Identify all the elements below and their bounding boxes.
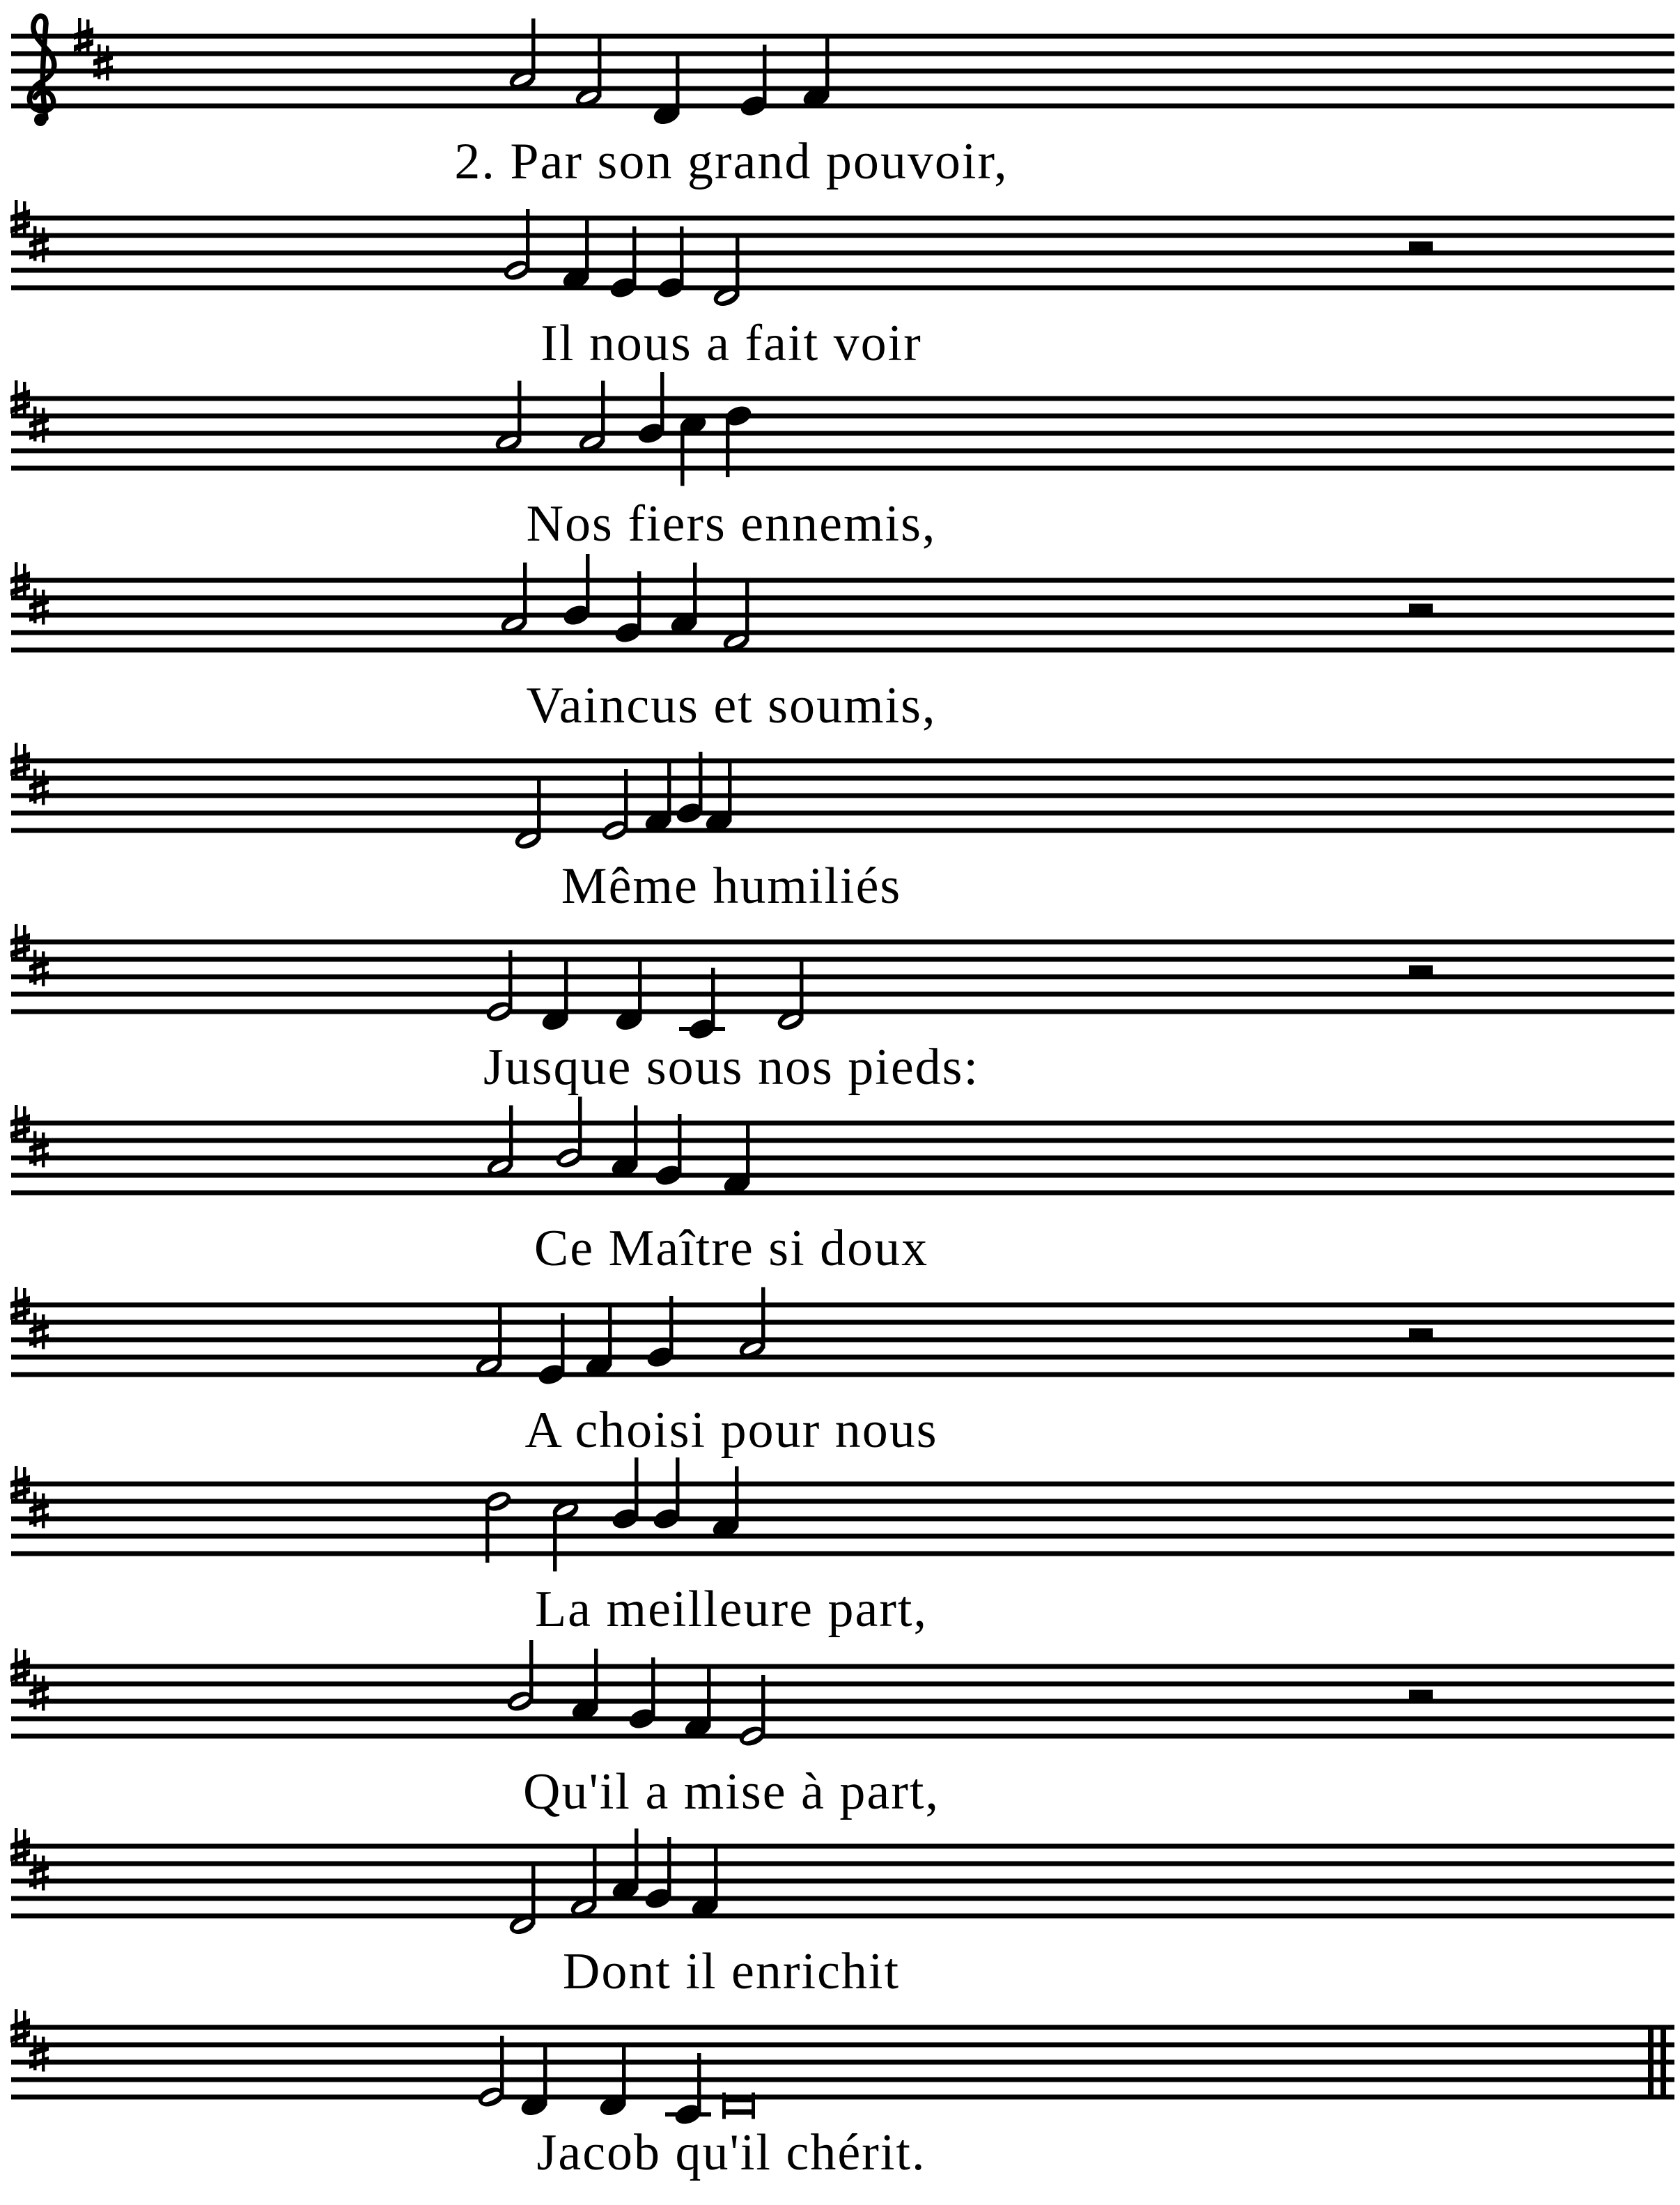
staff-line: [11, 431, 1674, 436]
note-stem: [635, 1829, 639, 1890]
lyric-line: Nos fiers ennemis,: [526, 495, 937, 552]
note-stem: [601, 381, 605, 442]
staff-line: [11, 794, 1674, 798]
staff-line: [11, 648, 1674, 653]
sharp-icon: [23, 1467, 26, 1502]
staff-line: [11, 1844, 1674, 1849]
staff-line: [11, 992, 1674, 997]
note-stem: [523, 563, 527, 624]
treble-clef-icon: [34, 114, 47, 126]
breve-note: [726, 2097, 752, 2103]
note-stem: [622, 2045, 626, 2106]
staff-line: [11, 1121, 1674, 1126]
staff-line: [11, 251, 1674, 256]
note-stem: [714, 1846, 718, 1908]
sharp-icon: [42, 1133, 45, 1168]
sharp-icon: [42, 952, 45, 987]
staff-line: [11, 1173, 1674, 1178]
staff-line: [11, 233, 1674, 238]
note-stem: [825, 36, 830, 98]
note-stem: [761, 1675, 765, 1736]
half-rest-icon: [1409, 966, 1433, 975]
lyric-line: Vaincus et soumis,: [526, 677, 937, 734]
lyric-line: Qu'il a mise à part,: [523, 1763, 940, 1820]
sharp-icon: [23, 2011, 26, 2045]
note-stem: [509, 1106, 513, 1167]
staff-line: [11, 1156, 1674, 1161]
staff-line: [11, 1482, 1674, 1487]
staff-line: [11, 2095, 1674, 2100]
note-stem: [746, 1123, 750, 1184]
note-stem: [726, 416, 730, 477]
note-stem: [745, 580, 749, 642]
note-stem: [735, 1467, 739, 1528]
staff-line: [11, 776, 1674, 781]
lyric-line: 2. Par son grand pouvoir,: [454, 133, 1009, 190]
sharp-icon: [29, 790, 49, 803]
note-stem: [624, 769, 628, 830]
sharp-icon: [23, 925, 26, 960]
final-barline: [1648, 2025, 1654, 2100]
staff-line: [11, 396, 1674, 401]
note-stem: [585, 218, 589, 279]
note-stem: [680, 226, 684, 288]
note-stem: [500, 2036, 504, 2097]
staff-line: [11, 1009, 1674, 1014]
note-stem: [676, 1457, 680, 1519]
sharp-icon: [42, 2037, 45, 2072]
sharp-icon: [23, 1288, 26, 1323]
sharp-icon: [23, 744, 26, 779]
staff-line: [11, 957, 1674, 962]
sharp-icon: [93, 65, 113, 78]
note-stem: [667, 761, 671, 822]
half-rest-icon: [1409, 242, 1433, 251]
staff-line: [11, 613, 1674, 618]
sharp-icon: [29, 610, 49, 622]
sharp-icon: [42, 1856, 45, 1891]
sharp-icon: [42, 771, 45, 805]
staff-line: [11, 1372, 1674, 1377]
staff-line: [11, 630, 1674, 635]
sharp-icon: [42, 228, 45, 263]
sharp-icon: [42, 1315, 45, 1349]
sharp-icon: [10, 401, 30, 414]
staff-line: [11, 759, 1674, 764]
staff-line: [11, 1355, 1674, 1360]
staff-line: [11, 1499, 1674, 1504]
staff-line: [11, 1303, 1674, 1308]
staff-line: [11, 828, 1674, 833]
note-stem: [593, 1846, 597, 1908]
sharp-icon: [42, 408, 45, 443]
sharp-icon: [106, 46, 109, 81]
note-stem: [693, 563, 697, 624]
note-stem: [711, 968, 715, 1029]
note-stem: [707, 1666, 711, 1728]
breve-note: [752, 2093, 755, 2119]
note-stem: [608, 1305, 612, 1366]
sharp-icon: [23, 1829, 26, 1864]
staff-line: [11, 940, 1674, 945]
lyric-line: Ce Maître si doux: [534, 1220, 929, 1277]
note-stem: [598, 36, 602, 98]
staff-line: [11, 466, 1674, 471]
note-stem: [529, 1640, 534, 1701]
staff-line: [11, 34, 1674, 39]
staff-line: [11, 2060, 1674, 2065]
note-stem: [676, 54, 680, 115]
staff-line: [11, 1191, 1674, 1196]
note-stem: [634, 1106, 638, 1167]
note-stem: [651, 1657, 655, 1719]
sharp-icon: [10, 1669, 30, 1682]
note-stem: [728, 761, 732, 822]
staff-line: [11, 449, 1674, 454]
note-stem: [635, 1457, 639, 1519]
lyric-line: Jacob qu'il chérit.: [536, 2124, 926, 2181]
note-stem: [531, 1864, 536, 1925]
note-stem: [638, 959, 642, 1021]
sharp-icon: [29, 1334, 49, 1347]
staff-line: [11, 1879, 1674, 1884]
staff-line: [11, 69, 1674, 74]
sharp-icon: [23, 1106, 26, 1141]
staff-line: [11, 1734, 1674, 1739]
half-rest-icon: [1409, 1690, 1433, 1699]
lyric-line: Il nous a fait voir: [540, 315, 922, 372]
staff-line: [11, 1320, 1674, 1325]
note-stem: [594, 1649, 598, 1710]
note-stem: [578, 1097, 582, 1158]
note-stem: [667, 1837, 671, 1898]
lyric-line: La meilleure part,: [534, 1581, 928, 1638]
staff-line: [11, 1914, 1674, 1919]
note-stem: [736, 235, 740, 297]
sharp-icon: [42, 1494, 45, 1529]
staff-line: [11, 1682, 1674, 1687]
sharp-icon: [10, 221, 30, 233]
note-stem: [526, 209, 530, 270]
sharp-icon: [29, 2057, 49, 2069]
staff-line: [11, 216, 1674, 221]
sharp-icon: [29, 1513, 49, 1526]
note-stem: [637, 571, 641, 633]
sharp-icon: [42, 1676, 45, 1711]
staff-line: [11, 86, 1674, 91]
staff-line: [11, 1138, 1674, 1143]
note-stem: [678, 1114, 682, 1175]
note-stem: [564, 959, 568, 1021]
note-stem: [485, 1501, 490, 1563]
sharp-icon: [10, 945, 30, 957]
sharp-icon: [29, 247, 49, 260]
final-barline: [1660, 2025, 1666, 2100]
half-rest-icon: [1409, 604, 1433, 613]
sharp-icon: [29, 1152, 49, 1165]
sharp-icon: [23, 564, 26, 598]
note-stem: [586, 554, 590, 615]
lyric-line: Même humiliés: [561, 858, 902, 915]
note-stem: [761, 1287, 765, 1349]
sharp-icon: [23, 382, 26, 417]
sharp-icon: [42, 590, 45, 625]
staff-line: [11, 104, 1674, 109]
lyric-line: Dont il enrichit: [562, 1943, 901, 2000]
staff-line: [11, 414, 1674, 419]
sharp-icon: [10, 764, 30, 776]
note-stem: [699, 752, 703, 813]
staff-line: [11, 2025, 1674, 2030]
breve-note: [722, 2093, 726, 2119]
staff-line: [11, 596, 1674, 601]
sharp-icon: [23, 201, 26, 236]
half-rest-icon: [1409, 1329, 1433, 1338]
staff-line: [11, 1517, 1674, 1522]
staff-line: [11, 1896, 1674, 1901]
staff-line: [11, 1862, 1674, 1866]
sharp-icon: [10, 1487, 30, 1499]
lyric-line: Jusque sous nos pieds:: [483, 1039, 980, 1096]
sharp-icon: [10, 2030, 30, 2043]
sharp-icon: [10, 1308, 30, 1320]
note-stem: [697, 2053, 701, 2114]
lyric-line: A choisi pour nous: [524, 1402, 938, 1459]
staff-line: [11, 2078, 1674, 2082]
sharp-icon: [10, 1126, 30, 1138]
sharp-icon: [23, 1650, 26, 1685]
breve-note: [726, 2110, 752, 2115]
staff-line: [11, 2043, 1674, 2048]
sharp-icon: [29, 428, 49, 440]
note-stem: [632, 226, 637, 288]
staff-line: [11, 578, 1674, 583]
note-stem: [561, 1313, 565, 1375]
sharp-icon: [10, 583, 30, 596]
sharp-icon: [29, 1696, 49, 1708]
note-stem: [660, 372, 664, 433]
staff-line: [11, 1534, 1674, 1539]
note-stem: [531, 19, 536, 80]
sharp-icon: [86, 20, 90, 54]
staff-line: [11, 811, 1674, 816]
sharp-icon: [29, 1875, 49, 1888]
staff-line: [11, 268, 1674, 273]
sharp-icon: [10, 1849, 30, 1862]
note-stem: [543, 2045, 547, 2106]
staff-line: [11, 52, 1674, 56]
note-stem: [498, 1305, 502, 1366]
staff-line: [11, 1717, 1674, 1722]
sharp-icon: [29, 971, 49, 984]
note-stem: [669, 1296, 674, 1357]
staff-line: [11, 1552, 1674, 1556]
note-stem: [680, 425, 685, 486]
note-stem: [537, 778, 541, 840]
note-stem: [508, 950, 513, 1012]
staff-line: [11, 1338, 1674, 1343]
note-stem: [763, 45, 767, 106]
note-stem: [518, 381, 522, 442]
note-stem: [800, 959, 804, 1021]
sharp-icon: [74, 39, 93, 52]
note-stem: [553, 1510, 557, 1572]
staff-line: [11, 286, 1674, 291]
staff-line: [11, 1664, 1674, 1669]
staff-line: [11, 1699, 1674, 1704]
staff-line: [11, 975, 1674, 980]
